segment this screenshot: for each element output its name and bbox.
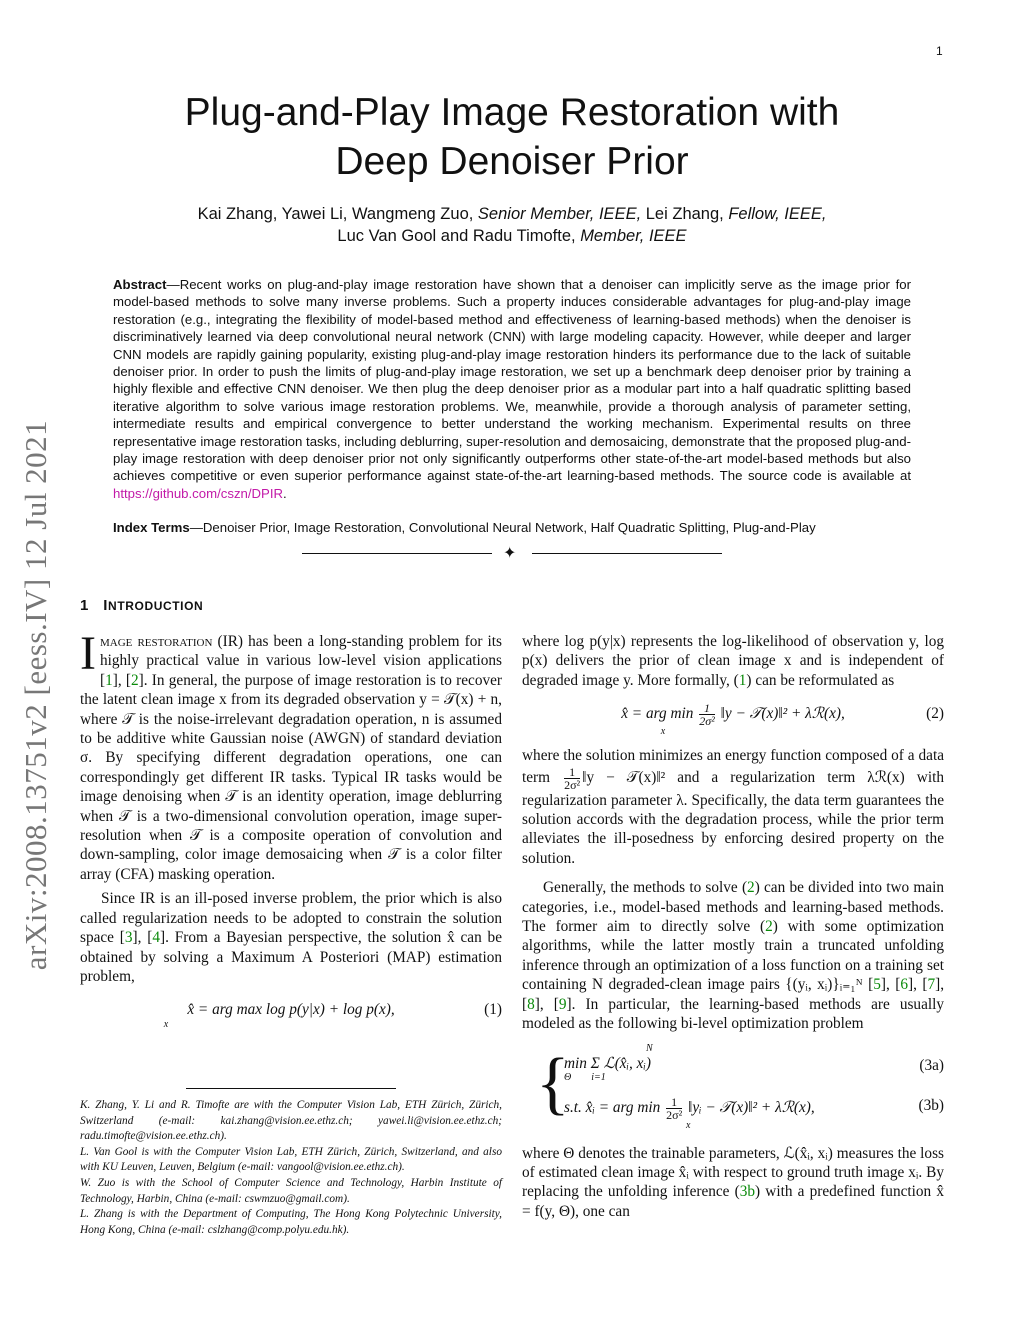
authors-2a: Luc Van Gool and Radu Timofte, xyxy=(337,227,581,245)
divider-ornament: ✦ xyxy=(503,545,517,562)
equation-3b-sub: x xyxy=(686,1119,691,1131)
authors-2b: Member, IEEE xyxy=(580,227,687,245)
section-heading xyxy=(80,597,203,614)
arxiv-stamp: arXiv:2008.13751v2 [eess.IV] 12 Jul 2021 xyxy=(18,419,53,971)
source-code-link[interactable]: https://github.com/cszn/DPIR xyxy=(113,485,284,501)
fraction-numerator: 1 xyxy=(699,702,715,715)
equation-1-body xyxy=(80,1000,502,1029)
footnote-rule xyxy=(186,1088,396,1089)
equation-1-subscript: x xyxy=(163,1018,169,1030)
equation-1-text: x̂ = arg max log p(y|x) + log p(x), xyxy=(187,1001,395,1019)
equation-ref-link[interactable]: 2 xyxy=(765,918,773,936)
equation-3a-sup: N xyxy=(646,1042,653,1054)
r3-text-b: ) can be divided into two main categories, i.e., model-based methods and learning-based methods. The former aim to directly solve ( xyxy=(522,879,944,936)
citation-link[interactable]: 4 xyxy=(152,929,161,947)
equation-3 xyxy=(522,1042,944,1138)
r1-text-b: ) can be reformulated as xyxy=(746,671,895,689)
page-number: 1 xyxy=(936,44,943,58)
p1-text-b: ], [ xyxy=(112,671,131,689)
equation-3a-text: min Σ ℒ(x̂ᵢ, xᵢ) xyxy=(564,1054,651,1072)
left-column xyxy=(80,627,503,1036)
citation-link[interactable]: 2 xyxy=(131,671,139,689)
fraction-numerator: 1 xyxy=(564,766,580,779)
separator: ], [ xyxy=(522,976,945,1013)
right-column xyxy=(522,632,944,1221)
intro-paragraph-1 xyxy=(80,627,503,884)
separator: ], [ xyxy=(534,995,559,1013)
authors-1a: Kai Zhang, Yawei Li, Wangmeng Zuo, xyxy=(197,205,478,223)
equation-2-fraction xyxy=(699,702,715,727)
equation-3-brace: { xyxy=(536,1044,570,1122)
p2-text-a: Since IR is an ill-posed inverse problem, the prior which is also called regularization needs to be adopted to constrain the solution space [ xyxy=(80,890,502,947)
divider-right xyxy=(532,553,722,554)
r2-text-a: where the solution minimizes an energy function composed of a data term xyxy=(522,747,944,786)
footnote: L. Van Gool is with the Computer Vision Lab, ETH Zürich, Zürich, Switzerland, and also with KU Leuven, Leuven, Belgium (e-mail: vangool@vision.ee.ethz.ch). xyxy=(80,1145,502,1174)
r1-text-a: where log p(y|x) represents the log-likelihood of observation y, log p(x) delivers the prior of clean image x and is independent of degraded image y. More formally, ( xyxy=(522,633,944,689)
p2-text-b: ], [ xyxy=(132,929,153,947)
citation-link[interactable]: 9 xyxy=(558,995,567,1013)
drop-cap: I xyxy=(80,627,96,680)
equation-3b-number: (3b) xyxy=(918,1096,944,1114)
separator: ], [ xyxy=(880,976,901,994)
right-paragraph-3 xyxy=(522,878,944,1033)
equation-2-left: x̂ = arg min xyxy=(621,705,694,723)
right-paragraph-1 xyxy=(522,632,944,690)
p1-text-a: (IR) has been a long-standing problem for its highly practical value in various low-level vision applications [ xyxy=(99,633,502,689)
equation-3a-sub: Θ i=1 xyxy=(564,1071,606,1083)
authors-1c: Lei Zhang, xyxy=(641,205,729,223)
footnote: L. Zhang is with the Department of Computing, The Hong Kong Polytechnic University, Hong Kong, China (e-mail: cslzhang@comp.polyu.edu.hk). xyxy=(80,1208,502,1236)
equation-ref-link[interactable]: 3b xyxy=(739,1183,756,1201)
equation-3b xyxy=(564,1096,815,1131)
inline-fraction xyxy=(564,766,580,791)
right-paragraph-2 xyxy=(522,746,944,868)
citation-link[interactable]: 8 xyxy=(527,995,535,1013)
section-first-letter: I xyxy=(103,597,109,614)
r3-text-d: ]. In particular, the learning-based methods are usually modeled as the following bi-level optimization problem xyxy=(522,995,945,1033)
divider-left xyxy=(302,553,492,554)
citation-link[interactable]: 6 xyxy=(900,976,908,994)
equation-ref-link[interactable]: 1 xyxy=(738,671,747,689)
intro-paragraph-2 xyxy=(80,889,502,986)
footnote: K. Zhang, Y. Li and R. Timofte are with the Computer Vision Lab, ETH Zürich, Zürich, Switzerland (e-mail: kai.zhang@vision.ee.ethz.ch; yawei.li@vision.ee.ethz.ch; radu.timofte@vision.ee.ethz.ch). xyxy=(80,1099,502,1143)
footnotes xyxy=(80,1098,502,1238)
r2-text-b: ‖y − 𝒯(x)‖² and a regularization term λℛ(x) with regularization parameter λ. Specifically, the data term guarantees the solution accords with the degradation process, while the prior term alleviates the ill-posedness by enforcing desired property on the solution. xyxy=(522,768,944,867)
abstract-text: —Recent works on plug-and-play image restoration have shown that a denoiser can implicitly serve as the image prior for model-based methods to solve many inverse problems. Such a property induces considerable advantages for plug-and-play image restoration (e.g., integrating the flexibility of model-based method and effectiveness of learning-based methods) when the denoiser is discriminatively learned via deep convolutional neural network (CNN) with large modeling capacity. However, while deeper and larger CNN models are rapidly gaining popularity, existing plug-and-play image restoration hinders its performance due to the lack of suitable denoiser prior. In order to push the limits of plug-and-play image restoration, we set up a benchmark deep denoiser prior by training a highly flexible and effective CNN denoiser. We then plug the deep denoiser prior as a modular part into a half quadratic splitting based iterative algorithm to solve various image restoration problems. We, meanwhile, provide a thorough analysis of parameter setting, intermediate results and empirical convergence to better understand the working mechanism. Experimental results on three representative image restoration tasks, including deblurring, super-resolution and demosaicing, demonstrate that the proposed plug-and-play image restoration with deep denoiser prior not only significantly outperforms other state-of-the-art model-based methods but also achieves competitive or even superior performance against state-of-the-art learning-based methods. The source code is available at xyxy=(113,277,911,484)
equation-3b-right: ‖yᵢ − 𝒯(x)‖² + λℛ(x), xyxy=(688,1098,815,1116)
p2-text-c: ]. From a Bayesian perspective, the solution x̂ can be obtained by solving a Maximum A Posteriori (MAP) estimation problem, xyxy=(80,929,502,985)
lead-smallcaps: mage restoration xyxy=(99,633,213,650)
index-terms-text: —Denoiser Prior, Image Restoration, Convolutional Neural Network, Half Quadratic Splitting, Plug-and-Play xyxy=(189,520,816,535)
equation-1 xyxy=(80,994,502,1028)
abstract-label: Abstract xyxy=(113,277,167,292)
title-line-2: Deep Denoiser Prior xyxy=(335,140,689,183)
title-line-1: Plug-and-Play Image Restoration with xyxy=(184,91,840,134)
footnote: W. Zuo is with the School of Computer Science and Technology, Harbin Institute of Technology, Harbin, China (e-mail: cswmzuo@gmail.com). xyxy=(80,1176,502,1205)
section-title-rest: NTRODUCTION xyxy=(108,599,204,613)
author-list xyxy=(100,203,924,247)
citation-link[interactable]: 3 xyxy=(124,929,133,947)
equation-2-right: ‖y − 𝒯(x)‖² + λℛ(x), xyxy=(720,705,845,723)
paper-title xyxy=(100,88,924,186)
r4-text-a: where Θ denotes the trainable parameters, ℒ(x̂ᵢ, xᵢ) measures the loss of estimated clean image x̂ᵢ with respect to ground truth image xᵢ. By replacing the unfolding inference ( xyxy=(522,1144,944,1201)
fraction-denominator: 2σ² xyxy=(564,777,581,792)
citation-link[interactable]: 5 xyxy=(873,976,881,994)
equation-2-body xyxy=(522,702,944,737)
p1-text-c: ]. In general, the purpose of image restoration is to recover the latent clean image x from its degraded observation y = 𝒯(x) + n, where 𝒯 is the noise-irrelevant degradation operation, n is assumed to be additive white Gaussian noise (AWGN) of standard deviation σ. By specifying different degradation operations, one can correspondingly get different IR tasks. Typical IR tasks would be image denoising when 𝒯 is an identity operation, image deblurring when 𝒯 is a two-dimensional convolution operation, image super-resolution when 𝒯 is a composite operation of convolution and down-sampling, color image demosaicing when 𝒯 is a color filter array (CFA) masking operation. xyxy=(80,671,503,883)
citation-link[interactable]: 1 xyxy=(105,671,113,689)
equation-ref-link[interactable]: 2 xyxy=(747,879,755,897)
r4-text-b: ) with a predefined function x̂ = f(y, Θ), one can xyxy=(522,1183,944,1220)
fraction-denominator: 2σ² xyxy=(699,714,715,729)
index-terms xyxy=(113,520,913,535)
equation-2-subscript: x xyxy=(660,726,666,738)
authors-1d: Fellow, IEEE, xyxy=(728,205,827,223)
r3-text-c: ) with some optimization algorithms, while the latter mostly train a truncated unfolding inference through an optimization of a loss function on a training set containing N degraded-clean image pairs {(yᵢ, xᵢ)}ᵢ₌₁ᴺ [ xyxy=(522,918,944,994)
right-paragraph-4 xyxy=(522,1144,944,1222)
section-number: 1 xyxy=(80,597,89,614)
separator: ], [ xyxy=(907,976,928,994)
equation-3b-left: s.t. x̂ᵢ = arg min xyxy=(564,1098,661,1116)
equation-3b-fraction: $\frac{1}{\text{2σ²}}$ xyxy=(666,1094,683,1122)
citation-link[interactable]: 7 xyxy=(927,976,936,994)
equation-2 xyxy=(522,698,944,738)
equation-3a-number: (3a) xyxy=(919,1056,944,1074)
abstract xyxy=(113,276,911,502)
equation-3a xyxy=(564,1044,653,1083)
equation-2-number: (2) xyxy=(926,705,944,723)
index-terms-label: Index Terms xyxy=(113,520,190,535)
r3-text-a: Generally, the methods to solve ( xyxy=(543,879,748,897)
authors-1b: Senior Member, IEEE, xyxy=(477,205,642,223)
abstract-end: . xyxy=(283,485,287,501)
equation-1-number: (1) xyxy=(484,1001,502,1019)
